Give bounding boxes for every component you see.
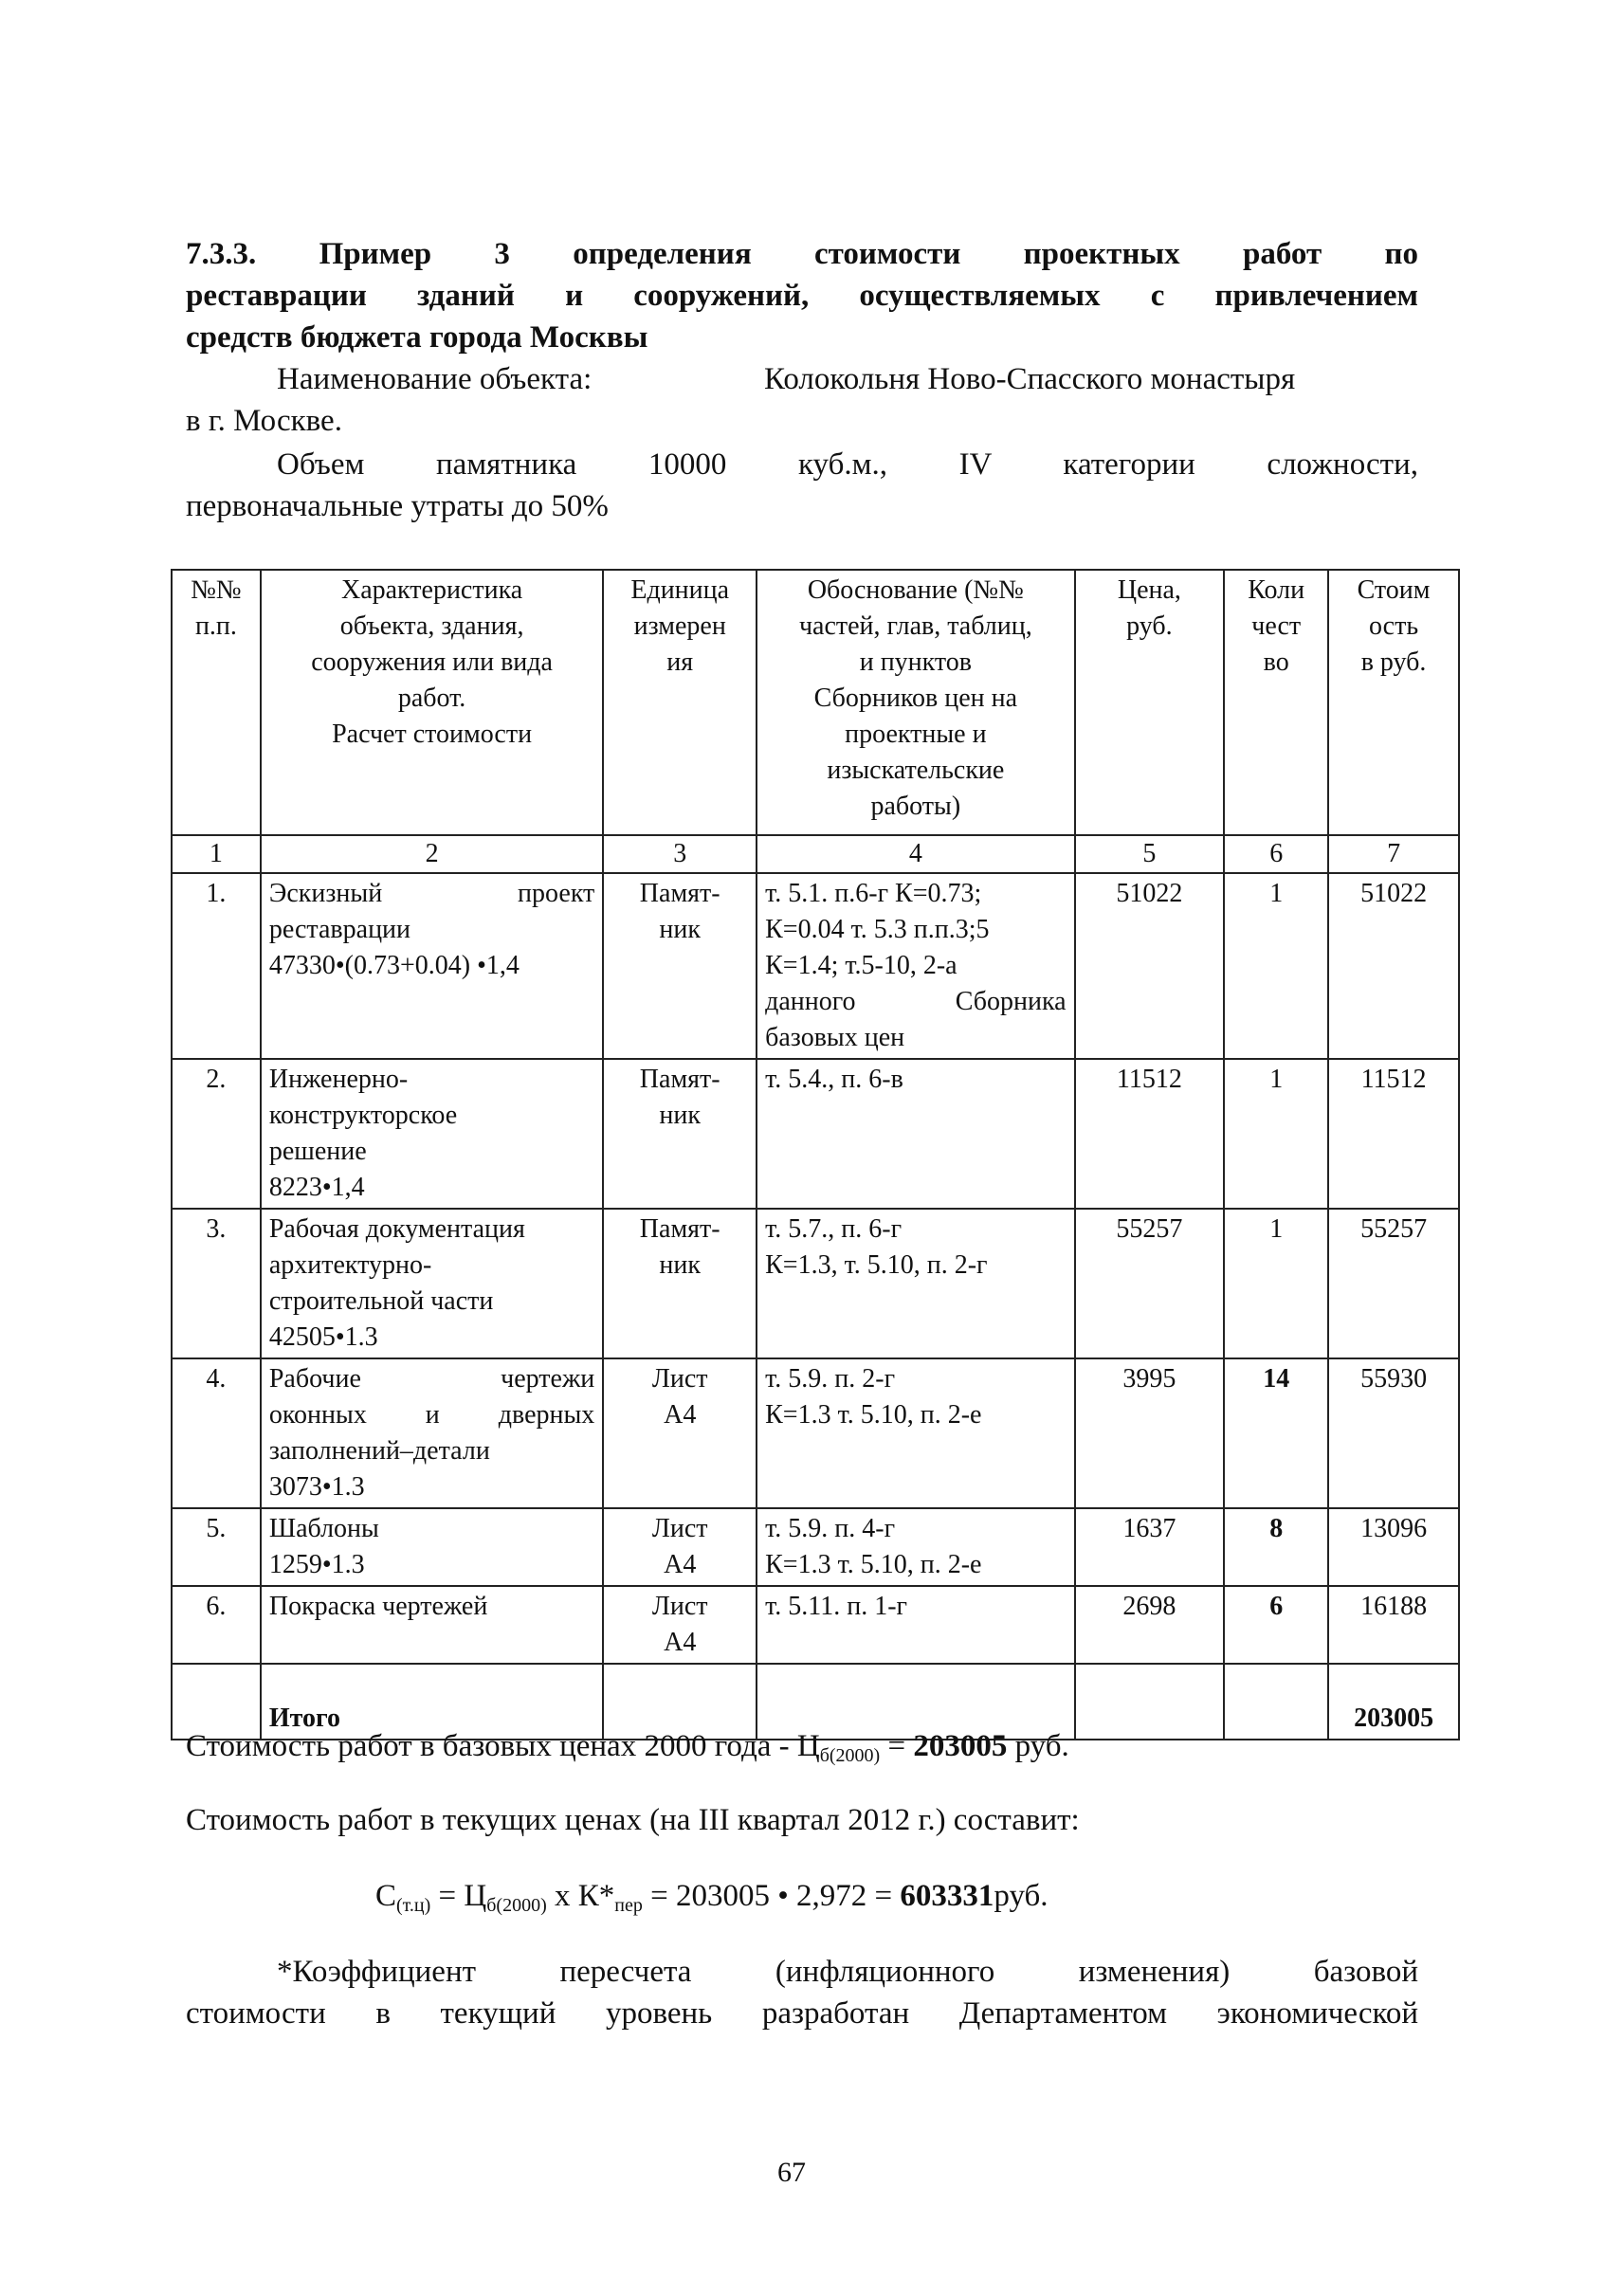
formula-k: х К* <box>546 1879 615 1913</box>
header-text: в руб. <box>1360 647 1427 677</box>
header-text: п.п. <box>194 611 237 641</box>
header-text: и пунктов <box>859 647 972 677</box>
page-number: 67 <box>777 2157 806 2188</box>
row-unit <box>603 1358 757 1508</box>
description-line: заполнений–детали <box>268 1436 490 1466</box>
description-line: 47330•(0.73+0.04) •1,4 <box>268 951 520 980</box>
object-volume-continuation: первоначальные утраты до 50% <box>186 489 609 523</box>
total-empty-cell <box>1075 1664 1225 1740</box>
header-text: работ. <box>397 683 466 713</box>
row-description <box>261 1508 603 1586</box>
section-heading-line1: 7.3.3. Пример 3 определения стоимости проектных работ по <box>186 237 1418 271</box>
row-qty: 6 <box>1224 1586 1328 1664</box>
row-basis <box>757 1059 1074 1209</box>
row-basis <box>757 1209 1074 1358</box>
description-line: строительной части <box>268 1286 494 1316</box>
header-text: частей, глав, таблиц, <box>798 611 1032 641</box>
unit-line: Памят- <box>639 1065 720 1094</box>
formula-unit: руб. <box>994 1879 1049 1913</box>
footnote-line2: стоимости в текущий уровень разработан Департаментом экономической <box>186 1996 1418 2031</box>
row-cost: 55930 <box>1328 1358 1459 1508</box>
row-number: 6. <box>172 1586 261 1664</box>
column-number: 5 <box>1075 835 1225 873</box>
total-value: 203005 <box>1328 1664 1459 1740</box>
header-text: чест <box>1251 611 1302 641</box>
description-line: 1259•1.3 <box>268 1550 365 1579</box>
column-number: 2 <box>261 835 603 873</box>
row-description <box>261 873 603 1059</box>
basis-line: т. 5.11. п. 1-г <box>765 1592 908 1621</box>
column-number: 1 <box>172 835 261 873</box>
header-text: проектные и <box>845 720 987 749</box>
basis-line: т. 5.9. п. 2-г <box>765 1364 896 1394</box>
row-basis <box>757 1586 1074 1664</box>
table-row <box>172 1059 1459 1209</box>
basis-line: т. 5.9. п. 4-г <box>765 1514 896 1543</box>
description-line: Эскизный проект <box>268 879 595 908</box>
description-line: Шаблоны <box>268 1514 379 1543</box>
base-cost-subscript: б(2000) <box>819 1745 881 1766</box>
description-line: Инженерно- <box>268 1065 409 1094</box>
row-number: 4. <box>172 1358 261 1508</box>
unit-line: А4 <box>664 1400 697 1430</box>
row-description <box>261 1358 603 1508</box>
header-text: Цена, <box>1117 575 1181 605</box>
row-basis <box>757 1508 1074 1586</box>
table-row <box>172 1358 1459 1508</box>
row-cost: 55257 <box>1328 1209 1459 1358</box>
row-price: 11512 <box>1075 1059 1225 1209</box>
unit-line: Памят- <box>639 1214 720 1244</box>
description-line: 8223•1,4 <box>268 1173 365 1202</box>
basis-line: К=1.4; т.5-10, 2-а <box>765 951 957 980</box>
unit-line: А4 <box>664 1628 697 1657</box>
row-qty: 14 <box>1224 1358 1328 1508</box>
basis-line: К=0.04 т. 5.3 п.п.3;5 <box>765 915 990 944</box>
description-line: 42505•1.3 <box>268 1322 378 1352</box>
unit-line: Лист <box>651 1514 708 1543</box>
header-text: Обоснование (№№ <box>807 575 1024 605</box>
header-text: Расчет стоимости <box>332 720 533 749</box>
header-text: Коли <box>1248 575 1305 605</box>
unit-line: ник <box>659 915 701 944</box>
unit-line: А4 <box>664 1550 697 1579</box>
header-text: Сборников цен на <box>813 683 1018 713</box>
base-cost-unit: руб. <box>1007 1729 1069 1763</box>
description-line: Рабочие чертежи <box>268 1364 595 1394</box>
formula-c-subscript: (т.ц) <box>396 1895 431 1916</box>
row-unit <box>603 1586 757 1664</box>
row-basis <box>757 873 1074 1059</box>
table-row <box>172 1586 1459 1664</box>
formula-result: 603331 <box>900 1879 994 1913</box>
description-line: решение <box>268 1137 367 1166</box>
formula-k-subscript: пер <box>614 1895 643 1916</box>
row-price: 55257 <box>1075 1209 1225 1358</box>
formula-line <box>375 1877 1049 1924</box>
column-number: 3 <box>603 835 757 873</box>
footnote-line1: *Коэффициент пересчета (инфляционного изменения) базовой <box>277 1955 1418 1989</box>
total-empty-cell <box>1224 1664 1328 1740</box>
object-name-continuation: в г. Москве. <box>186 404 342 438</box>
unit-line: ник <box>659 1250 701 1280</box>
column-number: 7 <box>1328 835 1459 873</box>
unit-line: Памят- <box>639 879 720 908</box>
header-text: руб. <box>1126 611 1173 641</box>
object-name-label: Наименование объекта: <box>277 362 593 396</box>
table-header-row <box>172 570 1459 835</box>
row-unit <box>603 873 757 1059</box>
header-text: измерен <box>633 611 726 641</box>
header-text: во <box>1263 647 1289 677</box>
base-cost-equals: = <box>880 1729 914 1763</box>
row-basis <box>757 1358 1074 1508</box>
row-price: 1637 <box>1075 1508 1225 1586</box>
base-cost-line <box>186 1727 1069 1775</box>
total-label: Итого <box>261 1664 603 1740</box>
description-line: реставрации <box>268 915 411 944</box>
row-price: 2698 <box>1075 1586 1225 1664</box>
row-unit <box>603 1059 757 1209</box>
formula-c: С <box>375 1879 397 1913</box>
header-text: Единица <box>630 575 730 605</box>
row-price: 3995 <box>1075 1358 1225 1508</box>
row-unit <box>603 1508 757 1586</box>
basis-line: К=1.3 т. 5.10, п. 2-е <box>765 1550 982 1579</box>
row-description <box>261 1059 603 1209</box>
description-line: Покраска чертежей <box>268 1592 488 1621</box>
column-number: 6 <box>1224 835 1328 873</box>
object-volume-line: Объем памятника 10000 куб.м., IV категории сложности, <box>277 447 1418 482</box>
header-text: изыскательские <box>827 756 1005 785</box>
description-line: Рабочая документация <box>268 1214 525 1244</box>
section-heading-line2: реставрации зданий и сооружений, осуществляемых с привлечением <box>186 279 1418 313</box>
header-text: Стоим <box>1357 575 1431 605</box>
row-unit <box>603 1209 757 1358</box>
row-description <box>261 1586 603 1664</box>
column-number: 4 <box>757 835 1074 873</box>
row-qty: 1 <box>1224 1209 1328 1358</box>
header-price <box>1075 570 1225 835</box>
description-line: конструкторское <box>268 1101 458 1130</box>
basis-line: К=1.3 т. 5.10, п. 2-е <box>765 1400 982 1430</box>
basis-line: т. 5.7., п. 6-г <box>765 1214 903 1244</box>
header-cost <box>1328 570 1459 835</box>
column-number-row <box>172 835 1459 873</box>
base-cost-text: Стоимость работ в базовых ценах 2000 года - Ц <box>186 1729 820 1763</box>
formula-calc: = 203005 • 2,972 = <box>642 1879 901 1913</box>
header-text: ия <box>666 647 694 677</box>
row-number: 5. <box>172 1508 261 1586</box>
header-text: работы) <box>870 792 961 821</box>
formula-base: = Ц <box>430 1879 487 1913</box>
header-num <box>172 570 261 835</box>
row-description <box>261 1209 603 1358</box>
section-heading-line3: средств бюджета города Москвы <box>186 320 648 355</box>
table-row <box>172 1209 1459 1358</box>
description-line: архитектурно- <box>268 1250 432 1280</box>
formula-base-subscript: б(2000) <box>486 1895 547 1916</box>
unit-line: Лист <box>651 1364 708 1394</box>
header-text: ость <box>1368 611 1419 641</box>
header-text: сооружения или вида <box>311 647 553 677</box>
current-cost-line: Стоимость работ в текущих ценах (на III квартал 2012 г.) составит: <box>186 1803 1080 1837</box>
header-text: №№ <box>191 575 242 605</box>
description-line: 3073•1.3 <box>268 1472 365 1502</box>
header-basis <box>757 570 1074 835</box>
header-qty <box>1224 570 1328 835</box>
header-text: Характеристика <box>340 575 523 605</box>
row-number: 1. <box>172 873 261 1059</box>
header-desc <box>261 570 603 835</box>
row-qty: 1 <box>1224 1059 1328 1209</box>
description-line: оконных и дверных <box>268 1400 595 1430</box>
base-cost-value: 203005 <box>913 1729 1008 1763</box>
basis-line: т. 5.1. п.6-г К=0.73; <box>765 879 982 908</box>
basis-line: К=1.3, т. 5.10, п. 2-г <box>765 1250 988 1280</box>
row-cost: 11512 <box>1328 1059 1459 1209</box>
unit-line: ник <box>659 1101 701 1130</box>
cost-table <box>171 569 1460 1740</box>
basis-line: базовых цен <box>765 1023 905 1052</box>
row-cost: 51022 <box>1328 873 1459 1059</box>
row-cost: 13096 <box>1328 1508 1459 1586</box>
row-qty: 1 <box>1224 873 1328 1059</box>
header-unit <box>603 570 757 835</box>
basis-line: данного Сборника <box>765 987 1067 1016</box>
row-qty: 8 <box>1224 1508 1328 1586</box>
object-name-value: Колокольня Ново-Спасского монастыря <box>764 362 1296 396</box>
row-cost: 16188 <box>1328 1586 1459 1664</box>
row-number: 2. <box>172 1059 261 1209</box>
table-row <box>172 1508 1459 1586</box>
header-text: объекта, здания, <box>339 611 524 641</box>
basis-line: т. 5.4., п. 6-в <box>765 1065 903 1094</box>
row-number: 3. <box>172 1209 261 1358</box>
unit-line: Лист <box>651 1592 708 1621</box>
table-row <box>172 873 1459 1059</box>
row-price: 51022 <box>1075 873 1225 1059</box>
